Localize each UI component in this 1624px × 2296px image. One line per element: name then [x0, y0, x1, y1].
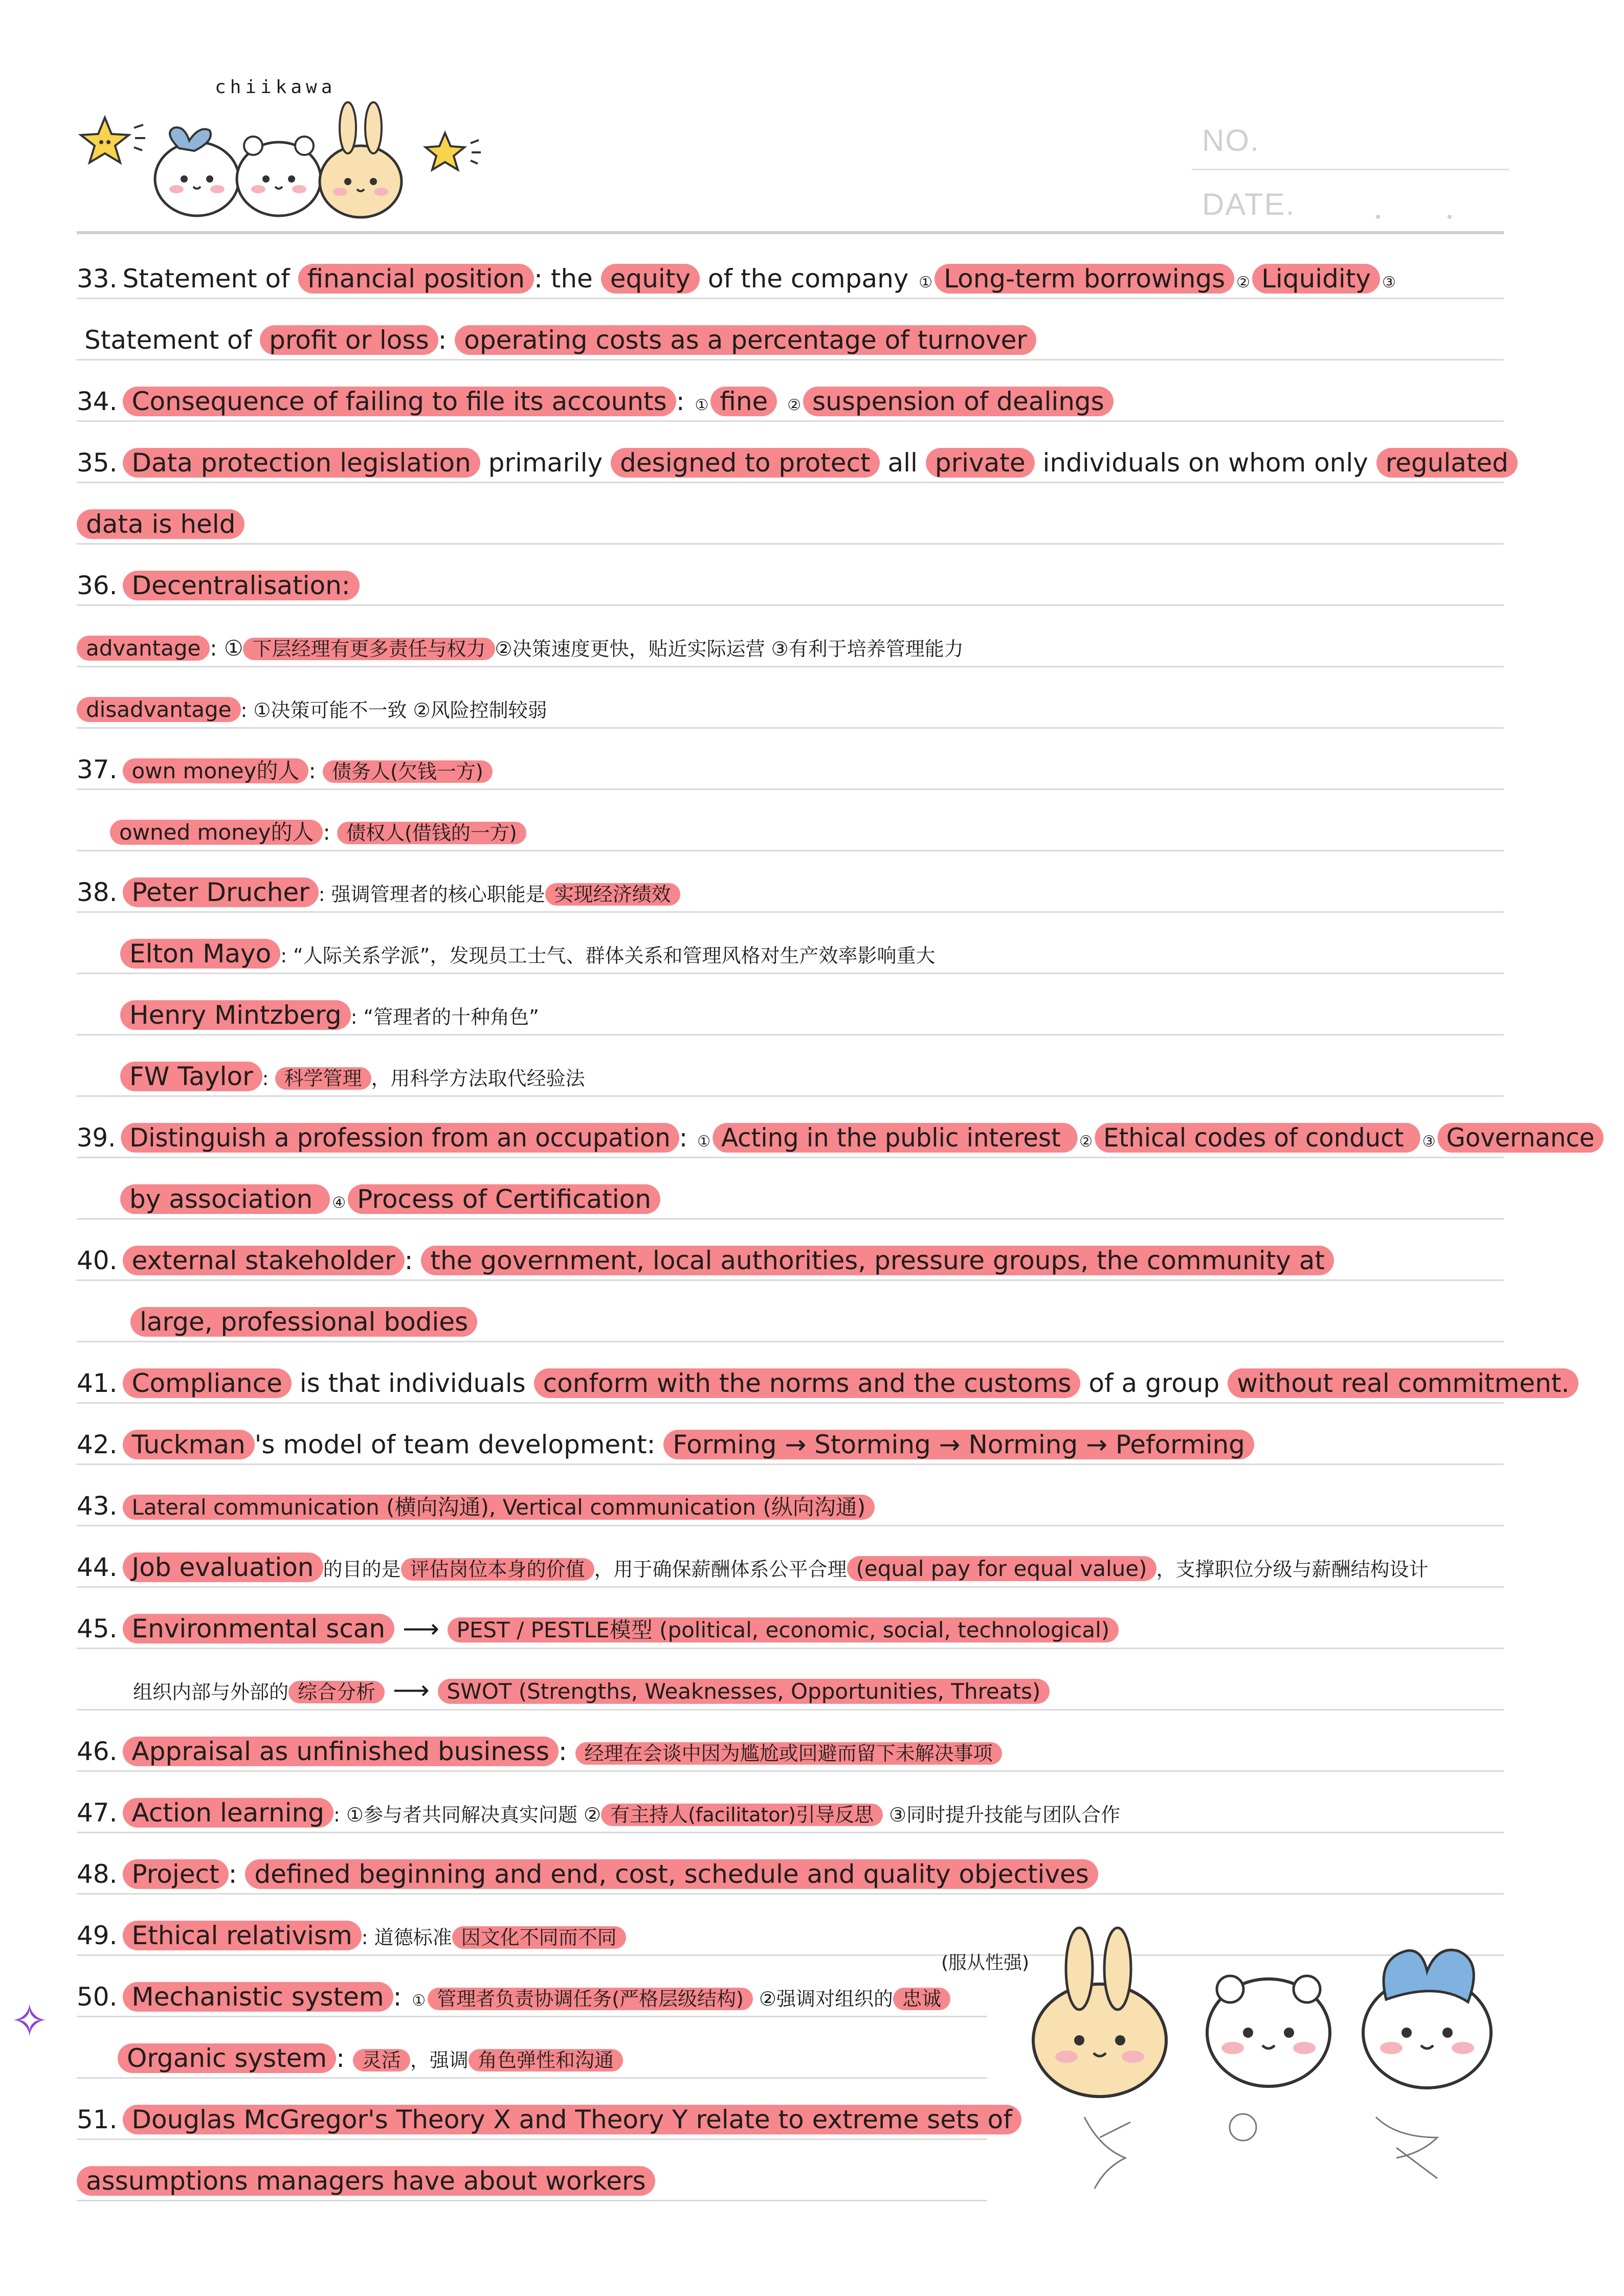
note-line	[120, 933, 936, 974]
note-text: ，强调	[410, 2049, 469, 2072]
note-text: ③	[1422, 1133, 1436, 1151]
highlighted-text: data is held	[77, 509, 244, 539]
note-line	[120, 1056, 585, 1097]
item-number: 44.	[77, 1552, 118, 1582]
highlighted-text: financial position	[298, 264, 534, 294]
highlighted-text: Consequence of failing to file its accounts	[123, 387, 676, 416]
highlighted-text: 经理在会谈中因为尴尬或回避而留下未解决事项	[575, 1742, 1002, 1765]
note-line	[77, 504, 244, 545]
note-text: :	[393, 1982, 410, 2012]
note-text: ②强调对组织的	[752, 1988, 893, 2010]
item-number: 45.	[77, 1614, 118, 1644]
highlighted-text: Process of Certification	[348, 1184, 660, 1214]
note-line	[77, 258, 1398, 299]
item-number: 46.	[77, 1737, 118, 1766]
highlighted-text: 科学管理	[275, 1067, 371, 1090]
highlighted-text: by association	[120, 1184, 330, 1214]
note-text: ③同时提升技能与团队合作	[882, 1804, 1121, 1826]
note-text: is that individuals	[291, 1368, 534, 1398]
note-text: ②决策速度更快，贴近实际运营 ③有利于培养管理能力	[495, 638, 964, 660]
note-text: :	[336, 2043, 353, 2073]
note-line	[77, 1915, 626, 1956]
highlighted-text: Action learning	[123, 1798, 333, 1828]
highlighted-text: 综合分析	[288, 1681, 385, 1703]
highlighted-text: Elton Mayo	[120, 939, 280, 969]
highlighted-text: 因文化不同而不同	[452, 1926, 626, 1949]
highlighted-text: Peter Drucher	[123, 877, 319, 907]
note-line	[77, 2160, 655, 2201]
highlighted-text: 管理者负责协调任务(严格层级结构)	[428, 1988, 753, 2010]
item-number: 34.	[77, 387, 118, 416]
highlighted-text: 有主持人(facilitator)引导反思	[601, 1804, 883, 1826]
highlighted-text: Forming → Storming → Norming → Peforming	[663, 1430, 1254, 1459]
highlighted-text: 债务人(欠钱一方)	[323, 760, 493, 783]
highlighted-text: 评估岗位本身的价值	[401, 1558, 594, 1581]
note-text: Statement of	[122, 264, 298, 294]
note-line	[77, 1731, 1002, 1772]
note-line	[120, 995, 539, 1036]
note-text: : ①	[210, 636, 243, 661]
highlighted-text: conform with the norms and the customs	[534, 1368, 1081, 1398]
note-text: 组织内部与外部的	[133, 1681, 289, 1703]
note-line	[77, 1363, 1578, 1404]
note-text: :	[679, 1123, 696, 1153]
note-line	[77, 1976, 950, 2017]
note-text: :	[438, 325, 455, 355]
header-rule	[77, 231, 1504, 234]
note-line	[77, 1424, 1254, 1465]
highlighted-text: without real commitment.	[1228, 1368, 1578, 1398]
highlighted-text: external stakeholder	[123, 1246, 405, 1275]
note-text: of the company	[699, 264, 917, 294]
no-label: NO.	[1202, 123, 1260, 157]
highlighted-text: 忠诚	[893, 1988, 950, 2010]
note-text: ③	[1382, 274, 1396, 291]
item-number: 38.	[77, 877, 118, 907]
item-number: 42.	[77, 1430, 118, 1459]
highlighted-text: disadvantage	[77, 697, 241, 722]
highlighted-text: Lateral communication (横向沟通), Vertical communication (纵向沟通)	[123, 1495, 875, 1520]
highlighted-text: Decentralisation:	[123, 571, 360, 600]
item-number: 35.	[77, 448, 118, 478]
note-text: primarily	[480, 448, 611, 478]
highlighted-text: owned money的人	[110, 820, 323, 845]
highlighted-text: assumptions managers have about workers	[77, 2166, 655, 2196]
note-text: : 道德标准	[361, 1926, 452, 1949]
highlighted-text: Data protection legislation	[123, 448, 480, 478]
note-line	[77, 1792, 1120, 1833]
header-characters-illustration	[77, 97, 496, 230]
highlighted-text: own money的人	[123, 758, 309, 783]
note-text: ，支撑职位分级与薪酬结构设计	[1156, 1558, 1429, 1581]
note-text: ，用科学方法取代经验法	[371, 1067, 585, 1090]
note-text: 's model of team development:	[254, 1430, 664, 1459]
note-line	[77, 872, 680, 913]
note-text: Statement of	[84, 325, 260, 355]
note-line	[77, 381, 1114, 422]
note-line	[110, 811, 526, 851]
note-text: :	[308, 758, 323, 783]
item-number: 43.	[77, 1491, 118, 1521]
highlighted-text: advantage	[77, 636, 210, 661]
note-text: :	[676, 387, 693, 416]
item-number: 36.	[77, 571, 118, 600]
highlighted-text: Organic system	[118, 2043, 336, 2073]
aside-note: (服从性强)	[941, 1952, 1030, 1973]
note-text: ①	[697, 1133, 711, 1151]
note-line	[77, 2099, 1021, 2140]
item-number: 37.	[77, 755, 118, 784]
highlighted-text: equity	[601, 264, 700, 294]
date-dot	[1448, 215, 1452, 219]
note-line	[77, 1547, 1429, 1588]
highlighted-text: Project	[123, 1859, 229, 1889]
note-text: ①	[412, 1992, 426, 2010]
note-text: of a group	[1080, 1368, 1228, 1398]
highlighted-text: Job evaluation	[123, 1552, 323, 1582]
item-number: 51.	[77, 2105, 118, 2134]
highlighted-text: large, professional bodies	[130, 1307, 477, 1337]
note-text: :	[262, 1067, 275, 1090]
highlighted-text: profit or loss	[260, 325, 438, 355]
note-text: individuals on whom only	[1034, 448, 1376, 478]
highlighted-text: Douglas McGregor's Theory X and Theory Y relate to extreme sets of	[123, 2105, 1021, 2134]
date-label: DATE.	[1202, 187, 1296, 221]
highlighted-text: 债权人(借钱的一方)	[337, 822, 526, 844]
note-text: : ①决策可能不一致 ②风险控制较弱	[240, 699, 547, 722]
highlighted-text: regulated	[1376, 448, 1518, 478]
note-text: : the	[534, 264, 601, 294]
note-text: all	[879, 448, 926, 478]
note-text: ②	[1236, 274, 1251, 291]
date-dot	[1376, 215, 1380, 219]
highlighted-text: Distinguish a profession from an occupation	[121, 1123, 679, 1153]
note-line	[77, 1854, 1098, 1895]
note-text: ，用于确保薪酬体系公平合理	[594, 1558, 847, 1581]
note-text: ②	[1079, 1133, 1093, 1151]
item-number: 41.	[77, 1368, 118, 1398]
note-text: ⟶	[394, 1614, 448, 1644]
note-text: : “人际关系学派”，发现员工士气、群体关系和管理风格对生产效率影响重大	[280, 944, 936, 967]
note-line	[77, 749, 493, 790]
highlighted-text: Ethical codes of conduct	[1095, 1123, 1420, 1153]
note-line	[77, 1608, 1119, 1649]
note-text: :	[323, 820, 337, 845]
note-text: : “管理者的十种角色”	[350, 1006, 539, 1028]
highlighted-text: Appraisal as unfinished business	[123, 1737, 559, 1766]
highlighted-text: 灵活	[353, 2049, 410, 2072]
highlighted-text: Environmental scan	[123, 1614, 395, 1644]
star-doodle-icon: ✧	[10, 1994, 49, 2048]
highlighted-text: FW Taylor	[120, 1062, 262, 1091]
highlighted-text: Governance	[1437, 1123, 1603, 1153]
note-line	[77, 626, 964, 667]
highlighted-text: fine	[710, 387, 777, 416]
highlighted-text: PEST / PESTLE模型 (political, economic, social, technological)	[448, 1617, 1119, 1642]
note-text: ⟶	[385, 1675, 438, 1705]
highlighted-text: 实现经济绩效	[545, 883, 680, 906]
note-text: :	[228, 1859, 246, 1889]
item-number: 40.	[77, 1246, 118, 1275]
highlighted-text: operating costs as a percentage of turnover	[455, 325, 1036, 355]
highlighted-text: Henry Mintzberg	[120, 1000, 351, 1030]
bottom-characters-illustration	[1028, 1923, 1529, 2199]
note-text	[777, 387, 785, 416]
highlighted-text: designed to protect	[611, 448, 880, 478]
item-number: 47.	[77, 1798, 118, 1828]
note-text: :	[404, 1246, 421, 1275]
highlighted-text: (equal pay for equal value)	[847, 1556, 1156, 1581]
note-line	[77, 1117, 1604, 1158]
item-number: 50.	[77, 1982, 118, 2012]
note-line	[77, 1485, 875, 1526]
highlighted-text: 角色弹性和沟通	[469, 2049, 623, 2072]
no-rule	[1192, 169, 1509, 170]
highlighted-text: suspension of dealings	[803, 387, 1114, 416]
item-number: 48.	[77, 1859, 118, 1889]
item-number: 39.	[77, 1123, 116, 1153]
note-line	[77, 442, 1518, 483]
highlighted-text: Liquidity	[1252, 264, 1380, 294]
note-line	[120, 1179, 660, 1220]
note-text: ①	[695, 396, 709, 414]
highlighted-text: Long-term borrowings	[935, 264, 1234, 294]
note-text: ②	[787, 396, 802, 414]
item-number: 33.	[77, 264, 118, 294]
highlighted-text: 下层经理有更多责任与权力	[243, 638, 495, 660]
highlighted-text: Ethical relativism	[123, 1921, 362, 1950]
highlighted-text: Acting in the public interest	[713, 1123, 1077, 1153]
note-line	[118, 2038, 623, 2079]
note-text: ①	[919, 274, 933, 291]
highlighted-text: Tuckman	[123, 1430, 255, 1459]
note-text: : 强调管理者的核心职能是	[318, 883, 545, 906]
note-line	[77, 565, 360, 606]
item-number: 49.	[77, 1921, 118, 1950]
note-line	[77, 1240, 1334, 1281]
highlighted-text: defined beginning and end, cost, schedule and quality objectives	[245, 1859, 1098, 1889]
highlighted-text: SWOT (Strengths, Weaknesses, Opportunities, Threats)	[438, 1679, 1050, 1704]
note-line	[77, 688, 547, 729]
note-line	[84, 320, 1036, 361]
highlighted-text: Compliance	[123, 1368, 292, 1398]
highlighted-text: the government, local authorities, pressure groups, the community at	[421, 1246, 1334, 1275]
note-text: :	[558, 1737, 575, 1766]
brand-title: chiikawa	[215, 77, 337, 98]
note-line	[130, 1301, 477, 1342]
highlighted-text: private	[926, 448, 1035, 478]
note-line	[133, 1670, 1050, 1710]
note-text: ④	[332, 1194, 346, 1212]
note-text: : ①参与者共同解决真实问题 ②	[333, 1804, 602, 1826]
note-text: 的目的是	[323, 1558, 401, 1581]
highlighted-text: Mechanistic system	[123, 1982, 393, 2012]
